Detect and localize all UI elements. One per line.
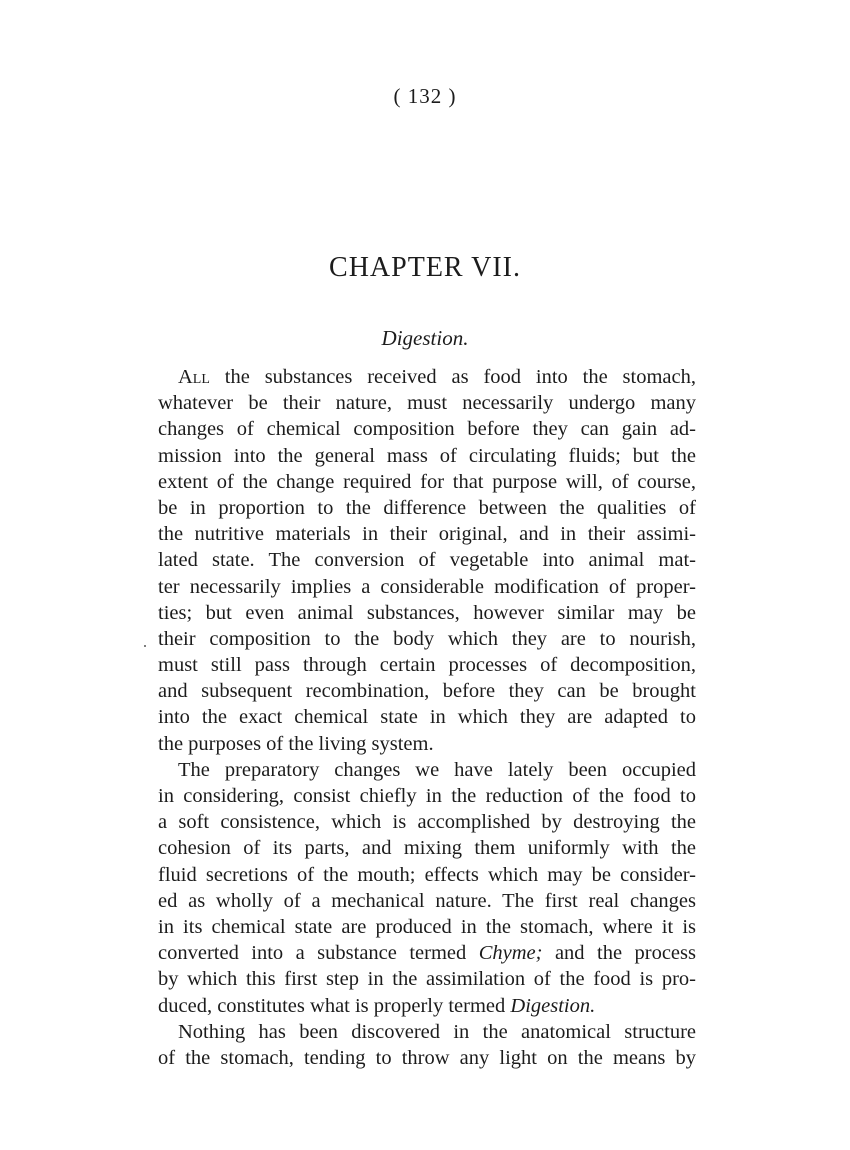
text-line: extent of the change required for that purpose will, of course,	[158, 470, 696, 493]
term-chyme: Chyme;	[478, 942, 543, 965]
text-line: into the exact chemical state in which they are adapted to	[158, 706, 696, 729]
print-speck	[144, 645, 146, 647]
text-line: mission into the general mass of circulating fluids; but the	[158, 444, 696, 467]
text-line: whatever be their nature, must necessarily undergo many	[158, 392, 696, 415]
page-number: ( 132 )	[393, 84, 457, 108]
text-line: ter necessarily implies a considerable modification of proper-	[158, 575, 696, 598]
text-line: their composition to the body which they are to nourish,	[158, 627, 696, 650]
text-line: in considering, consist chiefly in the reduction of the food to	[158, 785, 696, 807]
text-line: ed as wholly of a mechanical nature. The first real changes	[158, 889, 696, 912]
lead-word: All	[178, 366, 210, 388]
term-digestion: Digestion.	[510, 994, 596, 1017]
text-line: cohesion of its parts, and mixing them uniformly with the	[158, 837, 696, 860]
text-line: be in proportion to the difference between the qualities of	[158, 496, 696, 519]
text-line: a soft consistence, which is accomplished by destroying the	[158, 811, 696, 834]
chapter-title: CHAPTER VII.	[329, 252, 521, 283]
text-line: changes of chemical composition before they can gain ad-	[158, 418, 696, 441]
text-line: in its chemical state are produced in the stomach, where it is	[158, 915, 696, 938]
text-line: converted into a substance termed Chyme; and the process	[158, 942, 696, 965]
text-line: All the substances received as food into the stomach,	[178, 366, 696, 388]
text-line: lated state. The conversion of vegetable into animal mat-	[158, 549, 696, 572]
text-line: the nutritive materials in their original, and in their assimi-	[158, 523, 696, 546]
text-line: duced, constitutes what is properly termed Digestion.	[158, 994, 596, 1017]
text-line: fluid secretions of the mouth; effects which may be consider-	[158, 863, 696, 886]
text-line: and subsequent recombination, before they can be brought	[158, 680, 696, 703]
section-title: Digestion.	[381, 326, 469, 350]
text-line: Nothing has been discovered in the anatomical structure	[178, 1020, 696, 1043]
text-line: The preparatory changes we have lately been occupied	[178, 758, 696, 781]
text-line: ties; but even animal substances, however similar may be	[158, 601, 696, 624]
text-line: the purposes of the living system.	[158, 732, 434, 755]
text-line: by which this first step in the assimilation of the food is pro-	[158, 968, 696, 991]
text-line: must still pass through certain processes of decomposition,	[158, 654, 696, 677]
body-text	[158, 364, 696, 1071]
text-line: of the stomach, tending to throw any light on the means by	[158, 1046, 696, 1069]
